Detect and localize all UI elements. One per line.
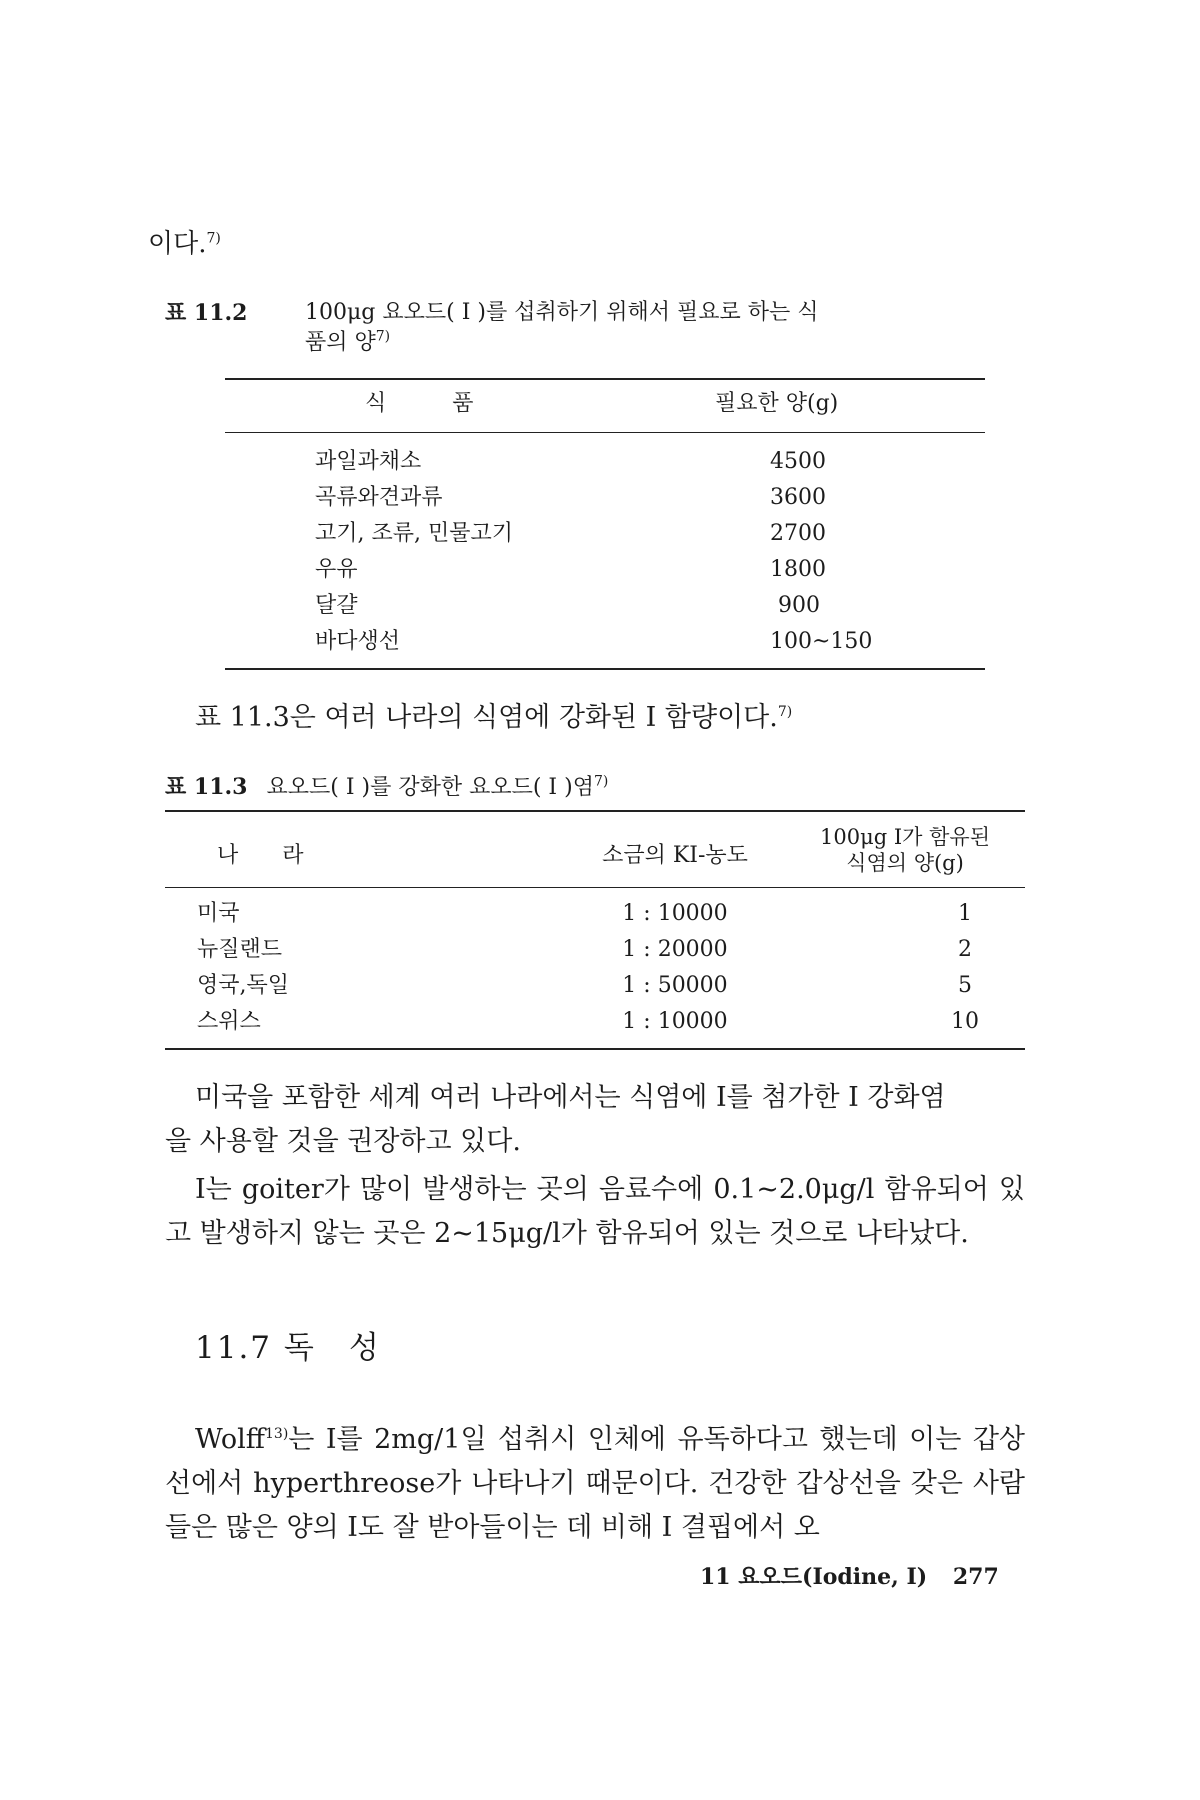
table-11-3-intro	[195, 702, 792, 734]
food-amount: 100~150	[770, 629, 873, 654]
country-name: 스위스	[197, 1009, 261, 1034]
paragraph-2: I는 goiter가 많이 발생하는 곳의 음료수에 0.1~2.0μg/l 함유되어 있고 발생하지 않는 곳은 2~15μg/l가 함유되어 있는 것으로 나타났다.	[165, 1174, 1025, 1249]
top-line	[148, 228, 221, 260]
table-row	[225, 516, 985, 552]
table-11-2-header	[225, 386, 985, 422]
table-11-3-intro-ref: 7)	[777, 704, 793, 720]
table-11-2-label: 표 11.2	[165, 300, 248, 326]
salt-amount: 5	[958, 973, 972, 998]
table-11-3-caption-ref: 7)	[593, 773, 609, 790]
table-11-3-intro-text: 표 11.3은 여러 나라의 식염에 강화된 I 함량이다.	[195, 702, 778, 733]
page-footer	[700, 1560, 999, 1591]
food-amount: 900	[778, 593, 820, 618]
salt-amount: 1	[958, 901, 972, 926]
table-11-2-top-rule	[225, 378, 985, 380]
table-row	[225, 480, 985, 516]
table-row	[165, 1004, 1025, 1040]
table-11-3-header-rule	[165, 887, 1025, 888]
table-11-2	[225, 378, 985, 678]
table-11-2-header-rule	[225, 432, 985, 433]
table-11-2-caption-line2-wrap	[305, 328, 818, 358]
food-name: 과일과채소	[315, 449, 422, 474]
food-name: 바다생선	[315, 629, 401, 654]
table-11-2-caption-ref: 7)	[375, 328, 391, 345]
table-11-3-caption-text: 요오드( I )를 강화한 요오드( I )염	[266, 775, 594, 800]
table-11-3-col-concentration: 소금의 KI-농도	[602, 843, 748, 868]
paragraph-3-text: 는 I를 2mg/1일 섭취시 인체에 유독하다고 했는데 이는 갑상선에서 hyperthreose가 나타나기 때문이다. 건강한 갑상선을 갖은 사람들은 많은 양의 I도 잘 받아들이는 데 비해 I 결핍에서 오	[165, 1424, 1025, 1543]
table-11-3-caption	[165, 772, 608, 803]
table-11-3	[165, 810, 1025, 1050]
table-11-2-caption-text	[305, 298, 818, 358]
ki-concentration: 1 : 20000	[622, 937, 728, 962]
country-name: 뉴질랜드	[197, 937, 283, 962]
table-row	[225, 444, 985, 480]
food-name: 고기, 조류, 민물고기	[315, 521, 513, 546]
footer-chapter: 11 요오드(Iodine, I)	[700, 1564, 928, 1590]
table-11-3-label: 표 11.3	[165, 774, 248, 800]
salt-amount: 2	[958, 937, 972, 962]
table-11-3-col-country: 나 라	[217, 843, 304, 868]
page-number: 277	[952, 1564, 999, 1590]
paragraph-3-author: Wolff	[195, 1424, 265, 1455]
table-11-2-col-food: 식 품	[365, 391, 474, 416]
ki-concentration: 1 : 50000	[622, 973, 728, 998]
food-name: 달걀	[315, 593, 358, 618]
table-row	[165, 968, 1025, 1004]
table-11-2-caption-line2: 품의 양	[305, 330, 376, 355]
table-row	[165, 896, 1025, 932]
top-line-text: 이다.	[148, 229, 207, 259]
top-line-ref: 7)	[206, 230, 221, 247]
country-name: 미국	[197, 901, 240, 926]
paragraph-3-ref: 13)	[265, 1426, 289, 1442]
table-row	[165, 932, 1025, 968]
table-11-2-bottom-rule	[225, 668, 985, 670]
food-amount: 1800	[770, 557, 826, 582]
table-11-2-caption-line1: 100μg 요오드( I )를 섭취하기 위해서 필요로 하는 식	[305, 300, 819, 325]
table-11-3-col-salt-line2: 식염의 양(g)	[846, 851, 964, 875]
ki-concentration: 1 : 10000	[622, 1009, 728, 1034]
table-row	[225, 624, 985, 660]
paragraph-1-line2: 을 사용할 것을 권장하고 있다.	[165, 1126, 521, 1157]
country-name: 영국,독일	[197, 973, 290, 998]
food-name: 우유	[315, 557, 358, 582]
table-11-2-col-amount: 필요한 양(g)	[715, 391, 839, 416]
paragraph-1-line1: 미국을 포함한 세계 여러 나라에서는 식염에 I를 첨가한 I 강화염	[195, 1082, 946, 1113]
table-11-3-top-rule	[165, 810, 1025, 812]
salt-amount: 10	[951, 1009, 979, 1034]
table-11-3-bottom-rule	[165, 1048, 1025, 1050]
food-amount: 4500	[770, 449, 826, 474]
ki-concentration: 1 : 10000	[622, 901, 728, 926]
table-row	[225, 552, 985, 588]
food-amount: 2700	[770, 521, 826, 546]
food-amount: 3600	[770, 485, 826, 510]
table-11-3-col-salt	[785, 824, 1025, 876]
table-11-3-col-salt-line1: 100μg I가 함유된	[820, 825, 990, 849]
table-row	[225, 588, 985, 624]
table-11-2-caption	[165, 298, 248, 329]
food-name: 곡류와견과류	[315, 485, 443, 510]
paragraph-3	[165, 1418, 1025, 1550]
section-heading: 11.7 독 성	[195, 1330, 381, 1366]
